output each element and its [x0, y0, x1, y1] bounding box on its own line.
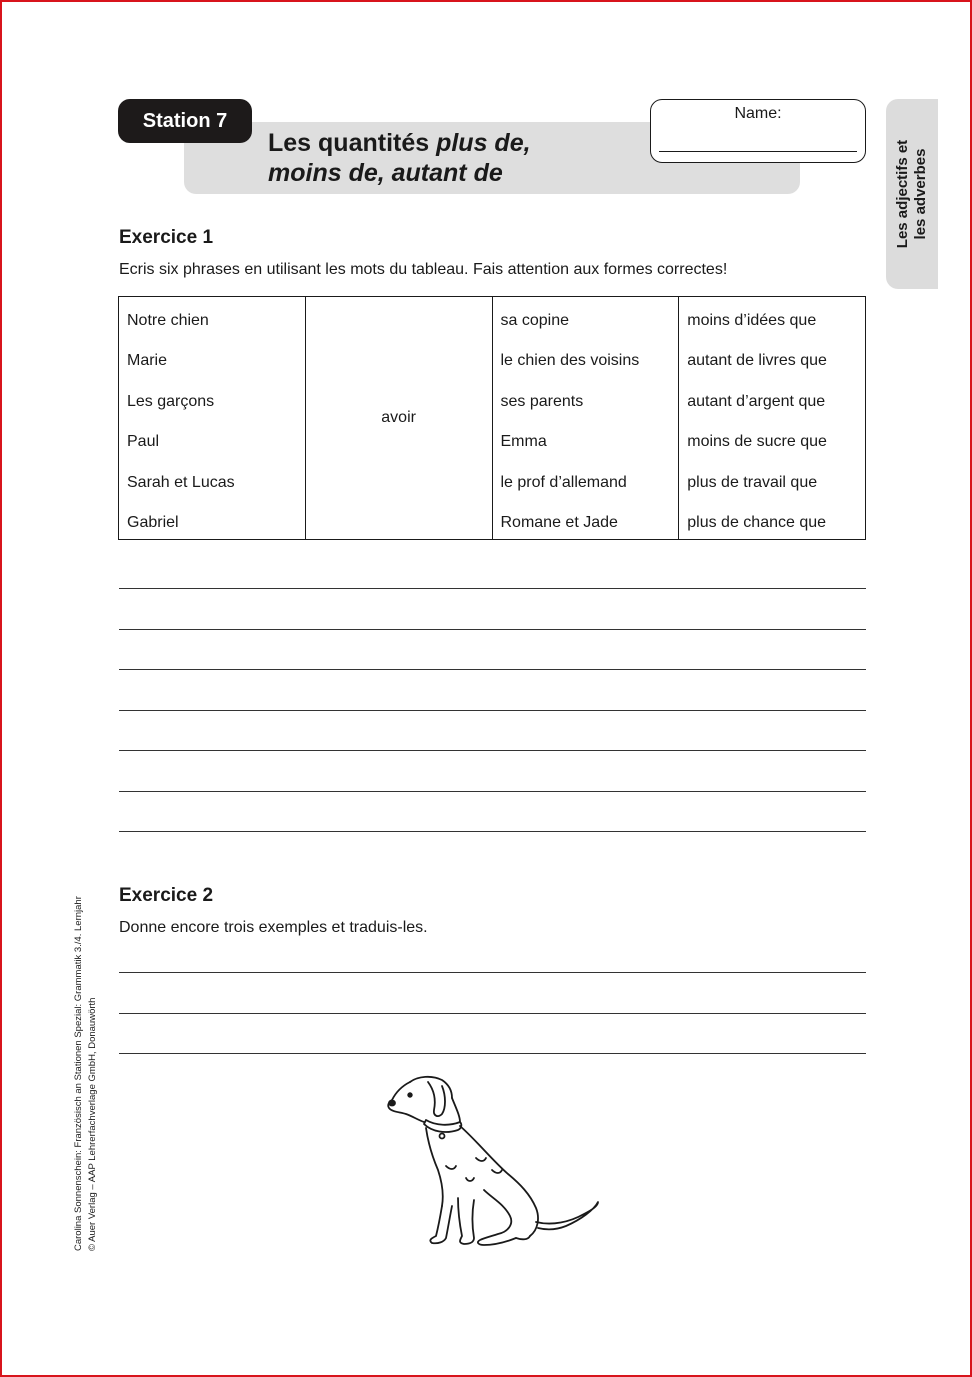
- writing-line[interactable]: [119, 710, 866, 711]
- subject-item: Paul: [127, 433, 160, 451]
- comparison-item: Romane et Jade: [500, 513, 618, 531]
- comparison-item: ses parents: [500, 392, 584, 410]
- credit-line2: © Auer Verlag – AAP Lehrerfachverlage GmbH, Donauwörth: [87, 997, 98, 1251]
- side-tab-text: [894, 104, 930, 284]
- comparison-item: le prof d’allemand: [500, 473, 627, 491]
- station-badge: Station 7: [118, 99, 252, 143]
- writing-line[interactable]: [119, 831, 866, 832]
- name-box[interactable]: [650, 99, 866, 163]
- writing-line[interactable]: [119, 1053, 866, 1054]
- comparison-item: sa copine: [500, 312, 569, 329]
- quantity-item: moins d’idées que: [687, 312, 817, 329]
- quantity-item: autant d’argent que: [687, 392, 826, 410]
- verb-item: avoir: [381, 409, 416, 427]
- table-col-comparison: [492, 297, 679, 540]
- comparison-item: le chien des voisins: [500, 352, 640, 370]
- word-table: [118, 296, 866, 540]
- writing-line[interactable]: [119, 669, 866, 670]
- credit-line1: Carolina Sonnenschein: Französisch an Stationen Spezial: Grammatik 3./4. Lernjahr: [73, 896, 84, 1251]
- subject-item: Marie: [127, 352, 168, 370]
- subject-item: Sarah et Lucas: [127, 473, 235, 491]
- writing-line[interactable]: [119, 1013, 866, 1014]
- table-col-quantities: [679, 297, 866, 540]
- writing-line[interactable]: [119, 588, 866, 589]
- quantity-item: moins de sucre que: [687, 433, 827, 451]
- name-line: [659, 151, 857, 152]
- exercice1-heading: Exercice 1: [119, 227, 214, 248]
- quantity-item: plus de travail que: [687, 473, 818, 491]
- side-tab: [886, 99, 938, 289]
- quantity-item: autant de livres que: [687, 352, 827, 370]
- subject-item: Notre chien: [127, 312, 209, 329]
- side-tab-line2: les adverbes: [912, 148, 929, 240]
- title-italic-1: plus de,: [436, 129, 531, 157]
- name-label: Name:: [734, 105, 782, 122]
- table-col-verb: [305, 297, 492, 540]
- quantity-item: plus de chance que: [687, 513, 827, 531]
- exercice2-instruction: Donne encore trois exemples et traduis-les.: [119, 919, 428, 936]
- writing-line[interactable]: [119, 791, 866, 792]
- side-tab-line1: Les adjectifs et: [894, 139, 911, 249]
- dog-illustration: [380, 1070, 610, 1250]
- writing-line[interactable]: [119, 972, 866, 973]
- title-italic-2: moins de, autant de: [268, 159, 503, 187]
- subject-item: Gabriel: [127, 513, 179, 531]
- exercice1-instruction: Ecris six phrases en utilisant les mots du tableau. Fais attention aux formes correctes!: [119, 261, 728, 278]
- table-col-subjects: [119, 297, 306, 540]
- subject-item: Les garçons: [127, 392, 215, 410]
- writing-line[interactable]: [119, 629, 866, 630]
- worksheet-title: [268, 128, 531, 188]
- exercice2-heading: Exercice 2: [119, 885, 214, 906]
- writing-line[interactable]: [119, 750, 866, 751]
- title-plain: Les quantités: [268, 129, 437, 157]
- comparison-item: Emma: [500, 433, 547, 451]
